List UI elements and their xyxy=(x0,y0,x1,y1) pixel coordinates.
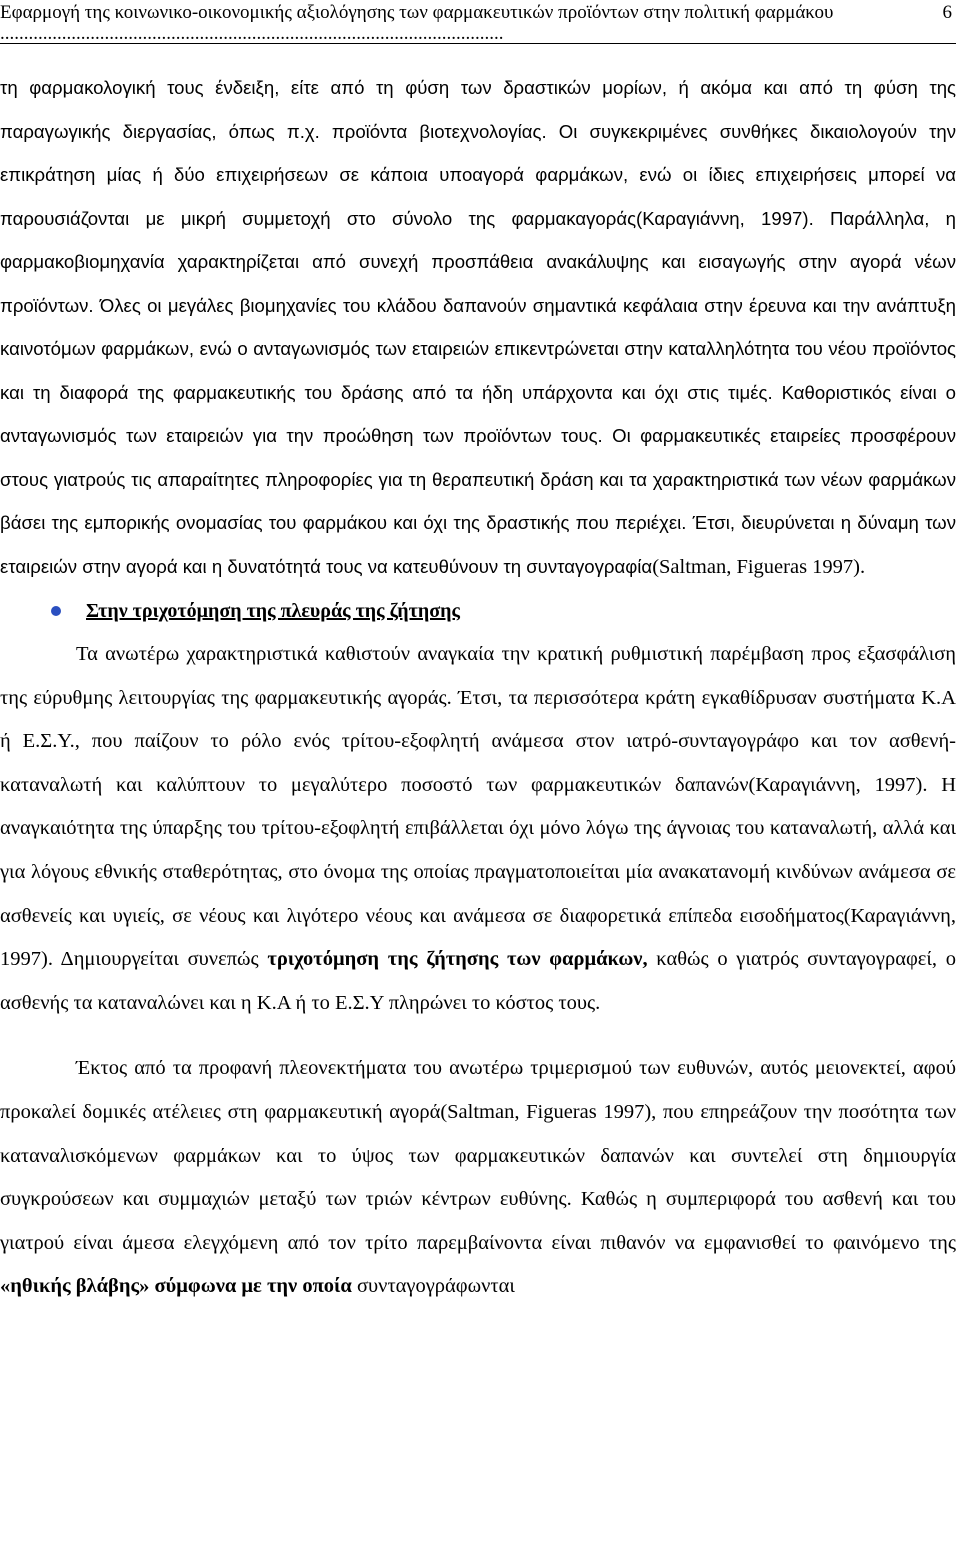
paragraph-1-text: τη φαρμακολογική τους ένδειξη, είτε από τη φύση των δραστικών μορίων, ή ακόμα και από τη φύση της παραγωγικής διεργασίας, όπως π.χ. προϊόντα βιοτεχνολογίας. Οι συγκεκριμένες συνθήκες δικαιολογούν την επικράτηση μίας ή δύο επιχειρήσεων σε κάποια υποαγορά φαρμάκων, ενώ οι ίδιες επιχειρήσεις μπορεί να παρουσιάζονται με μικρή συμμετοχή στο σύνολο της φαρμακαγοράς(Καραγιάννη, 1997). Παράλληλα, η φαρμακοβιομηχανία χαρακτηρίζεται από συνεχή προσπάθεια ανακάλυψης και εισαγωγής στην αγορά νέων προϊόντων. Όλες οι μεγάλες βιομηχανίες του κλάδου δαπανούν σημαντικά κεφάλαια στην έρευνα και την ανάπτυξη καινοτόμων φαρμάκων, ενώ ο ανταγωνισμός των εταιρειών επικεντρώνεται στην καταλληλότητα του νέου προϊόντος και τη διαφορά της φαρμακευτικής του δράσης από τα ήδη υπάρχοντα και όχι στις τιμές. Καθοριστικός είναι ο ανταγωνισμός των εταιρειών για την προώθηση των προϊόντων τους. Οι φαρμακευτικές εταιρείες προσφέρουν στους γιατρούς τις απαραίτητες πληροφορίες για τη θεραπευτική δράση και τα χαρακτηριστικά των νέων φαρμάκων βάσει της εμπορικής ονομασίας του φαρμάκου και όχι της δραστικής που περιέχει. Έτσι, διευρύνεται η δύναμη των εταιρειών στην αγορά και η δυνατότητά τους να κατευθύνουν τη συνταγογραφία xyxy=(0,77,956,577)
paragraph-3 xyxy=(0,1047,956,1309)
paragraph-1-citation: (Saltman, Figueras 1997). xyxy=(652,555,866,578)
bullet-heading-text: Στην τριχοτόμηση της πλευράς της ζήτησης xyxy=(86,600,460,622)
header-title: Εφαρμογή της κοινωνικο-οικονομικής αξιολόγησης των φαρμακευτικών προϊόντων στην πολιτική φαρμάκου .......................................................................................................... xyxy=(0,2,834,44)
running-header xyxy=(0,0,956,44)
paragraph-3-text-end: συνταγογράφωνται xyxy=(351,1275,515,1298)
paragraph-2-bold: τριχοτόμηση της ζήτησης των φαρμάκων, xyxy=(267,948,648,971)
paragraph-spacer xyxy=(0,1025,956,1047)
paragraph-2-text: Τα ανωτέρω χαρακτηριστικά καθιστούν αναγκαία την κρατική ρυθμιστική παρέμβαση προς εξασφάλιση της εύρυθμης λειτουργίας της φαρμακευτικής αγοράς. Έτσι, τα περισσότερα κράτη εγκαθίδρυσαν συστήματα Κ.Α ή Ε.Σ.Υ., που παίζουν το ρόλο ενός τρίτου-εξοφλητή ανάμεσα στον ιατρό-συνταγογράφο και τον ασθενή-καταναλωτή και καλύπτουν το μεγαλύτερο ποσοστό των φαρμακευτικών δαπανών(Καραγιάννη, 1997). Η αναγκαιότητα της ύπαρξης του τρίτου-εξοφλητή επιβάλλεται όχι μόνο λόγω της άγνοιας του καταναλωτή, αλλά και για λόγους εθνικής σταθερότητας, στο όνομα της οποίας πραγματοποιείται μία ανακατανομή κινδύνων ανάμεσα σε ασθενείς και υγιείς, σε νέους και λιγότερο νέους και ανάμεσα σε διαφορετικά επίπεδα εισοδήματος(Καραγιάννη, 1997). Δημιουργείται συνεπώς xyxy=(0,643,956,971)
bullet-heading xyxy=(0,589,956,633)
paragraph-2-text-end: καθώς ο γιατρός συνταγογραφεί, ο ασθενής τα καταναλώνει και η Κ.Α ή το Ε.Σ.Υ πληρώνει το κόστος τους. xyxy=(0,948,956,1014)
paragraph-2 xyxy=(0,633,956,1025)
paragraph-3-bold: «ηθικής βλάβης» σύμφωνα με την οποία xyxy=(0,1275,352,1298)
document-body xyxy=(0,66,956,1309)
bullet-icon xyxy=(51,606,61,616)
paragraph-1 xyxy=(0,66,956,589)
page-number: 6 xyxy=(942,2,952,23)
paragraph-3-text: Έκτος από τα προφανή πλεονεκτήματα του ανωτέρω τριμερισμού των ευθυνών, αυτός μειονεκτεί, αφού προκαλεί δομικές ατέλειες στη φαρμακευτική αγορά(Saltman, Figueras 1997), που επηρεάζουν την ποσότητα των καταναλισκόμενων φαρμάκων και το ύψος των φαρμακευτικών δαπανών και συντελεί στη δημιουργία συγκρούσεων και συμμαχιών μεταξύ των τριών κέντρων ευθύνης. Καθώς η συμπεριφορά του ασθενή και του γιατρού είναι άμεσα ελεγχόμενη από τον τρίτο παρεμβαίνοντα είναι πιθανόν να εμφανισθεί το φαινόμενο της xyxy=(0,1057,956,1254)
